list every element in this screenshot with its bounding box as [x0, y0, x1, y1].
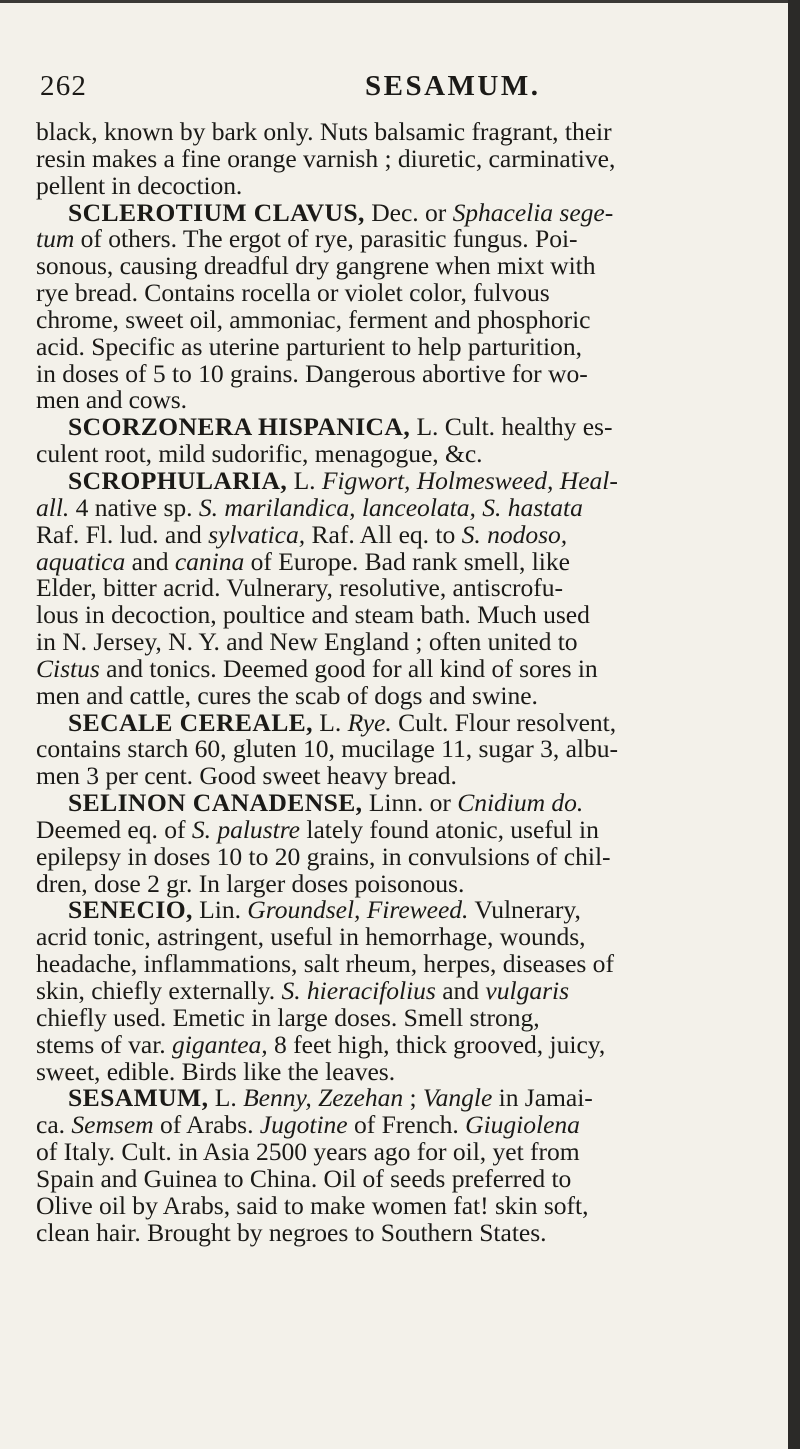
page-right-edge [788, 0, 800, 1449]
text-run: black, known by bark only. Nuts balsamic fragrant, their [36, 117, 612, 146]
text-run: Dec. or [364, 197, 453, 227]
text-run: and tonics. Deemed good for all kind of sores in [99, 653, 598, 683]
italic-term: Figwort, Holmesweed, Heal- [321, 465, 618, 495]
text-run: of Europe. Bad rank smell, like [244, 546, 570, 576]
text-line [36, 387, 776, 414]
entry-headword: SENECIO, [68, 895, 193, 925]
text-run: clean hair. Brought by negroes to Southern States. [36, 1217, 547, 1247]
text-line [36, 226, 776, 253]
text-run: Olive oil by Arabs, said to make women fat! skin soft, [36, 1190, 589, 1220]
italic-term: Cnidium do. [457, 788, 584, 818]
text-run: headache, inflammations, salt rheum, herpes, diseases of [36, 949, 614, 979]
text-line [36, 841, 776, 871]
text-line [36, 1190, 776, 1220]
text-line [36, 924, 776, 951]
text-line [36, 897, 776, 924]
italic-term: aquatica [36, 546, 126, 576]
text-line [36, 653, 776, 683]
running-head [40, 70, 700, 106]
italic-term: Groundsel, Fireweed. [247, 895, 469, 925]
text-line [36, 519, 776, 549]
text-run: Raf. All eq. to [305, 519, 462, 549]
text-run: 4 native sp. [69, 492, 199, 522]
running-headword: SESAMUM. [365, 70, 541, 102]
italic-term: S. hieracifolius [281, 976, 436, 1005]
text-run: dren, dose 2 gr. In larger doses poisonous. [36, 868, 465, 898]
text-line [36, 602, 776, 629]
italic-term: S. palustre [191, 814, 300, 844]
text-line [36, 1056, 776, 1086]
text-line [36, 280, 776, 307]
text-run: stems of var. [36, 1029, 172, 1059]
italic-term: S. nodoso, [461, 519, 568, 549]
italic-term: Jugotine [259, 1110, 348, 1140]
text-line [36, 575, 776, 602]
text-run: and [435, 976, 486, 1005]
text-line [36, 304, 776, 334]
text-run: of others. The ergot of rye, parasitic fungus. Poi- [74, 224, 578, 254]
text-run: ca. [36, 1110, 72, 1140]
text-run: resin makes a fine orange varnish ; diuretic, carminative, [36, 143, 616, 173]
text-run: Linn. or [362, 788, 458, 818]
text-run: men 3 per cent. Good sweet heavy bread. [36, 761, 457, 791]
text-line [36, 868, 776, 898]
text-line [36, 546, 776, 576]
text-run: L. [208, 1083, 244, 1113]
text-run: Elder, bitter acrid. Vulnerary, resolutive, antiscrofu- [36, 573, 564, 603]
text-line [36, 197, 776, 227]
text-run: Spain and Guinea to China. Oil of seeds preferred to [36, 1163, 572, 1193]
text-run: pellent in decoction. [36, 170, 243, 200]
text-line [36, 1163, 776, 1193]
text-line [36, 1002, 776, 1032]
text-run: of Italy. Cult. in Asia 2500 years ago for oil, yet from [36, 1137, 580, 1167]
italic-term: Benny, Zezehan [243, 1083, 404, 1113]
italic-term: Cistus [36, 653, 100, 683]
entry-headword: SCLEROTIUM CLAVUS, [68, 197, 365, 227]
text-line [36, 441, 776, 468]
text-run: epilepsy in doses 10 to 20 grains, in convulsions of chil- [36, 841, 611, 871]
text-line [36, 465, 776, 495]
italic-term: tum [36, 224, 75, 254]
text-line [36, 119, 776, 146]
dictionary-body [36, 119, 776, 1246]
text-run: Lin. [192, 895, 248, 925]
text-line [36, 143, 776, 173]
text-line [36, 707, 776, 737]
text-line [36, 629, 776, 656]
text-run: sonous, causing dreadful dry gangrene when mixt with [36, 251, 596, 281]
italic-term: S. marilandica, lanceolata, S. hastata [198, 492, 583, 522]
page-number: 262 [40, 70, 88, 102]
text-line [36, 492, 776, 522]
entry-headword: SESAMUM, [68, 1083, 209, 1113]
text-run: in doses of 5 to 10 grains. Dangerous abortive for wo- [36, 358, 588, 388]
text-line [36, 170, 776, 200]
italic-term: Vangle [422, 1083, 493, 1113]
text-run: L. Cult. healthy es- [410, 412, 613, 442]
text-line [36, 358, 776, 388]
text-run: men and cows. [36, 385, 187, 415]
text-line [36, 1139, 776, 1166]
text-run: contains starch 60, gluten 10, mucilage 11, sugar 3, albu- [36, 734, 619, 764]
text-line [36, 951, 776, 978]
text-run: in N. Jersey, N. Y. and New England ; often united to [36, 627, 578, 657]
text-run: Cult. Flour resolvent, [391, 707, 617, 737]
text-run: in Jamai- [492, 1083, 593, 1113]
text-line [36, 763, 776, 790]
page-top-edge [0, 0, 800, 3]
text-run: L. [287, 465, 322, 495]
text-line [36, 814, 776, 844]
italic-term: vulgaris [485, 976, 570, 1005]
text-run: culent root, mild sudorific, menagogue, &c. [36, 439, 483, 469]
italic-term: sylvatica, [208, 519, 306, 549]
text-run: lous in decoction, poultice and steam bath. Much used [36, 600, 590, 630]
italic-term: Sphacelia sege- [452, 197, 614, 227]
text-run: rye bread. Contains rocella or violet color, fulvous [36, 278, 550, 308]
italic-term: all. [36, 492, 70, 522]
text-line [36, 1112, 776, 1139]
text-run: men and cattle, cures the scab of dogs and swine. [36, 680, 538, 710]
text-line [36, 736, 776, 763]
text-run: chrome, sweet oil, ammoniac, ferment and phosphoric [36, 304, 591, 334]
text-run: chiefly used. Emetic in large doses. Smell strong, [36, 1002, 540, 1032]
text-line [36, 1029, 776, 1059]
italic-term: gigantea, [172, 1029, 268, 1059]
text-run: Vulnerary, [468, 895, 581, 925]
entry-headword: SELINON CANADENSE, [68, 788, 363, 818]
text-line [36, 790, 776, 817]
text-line [36, 414, 776, 441]
entry-headword: SCORZONERA HISPANICA, [68, 412, 411, 442]
text-run: of Arabs. [153, 1110, 260, 1140]
text-line [36, 1217, 776, 1247]
text-run: lately found atonic, useful in [300, 814, 599, 844]
text-line [36, 331, 776, 361]
text-line [36, 1085, 776, 1112]
text-run: and [125, 546, 175, 576]
text-run: of French. [347, 1110, 466, 1140]
italic-term: canina [174, 546, 245, 576]
text-run: ; [403, 1083, 423, 1113]
italic-term: Giugiolena [465, 1110, 580, 1140]
text-line [36, 978, 776, 1005]
text-line [36, 680, 776, 710]
text-run: 8 feet high, thick grooved, juicy, [267, 1029, 606, 1059]
text-run: skin, chiefly externally. [36, 976, 282, 1005]
text-run: Raf. Fl. lud. and [36, 519, 209, 549]
italic-term: Semsem [71, 1110, 154, 1140]
text-run: Deemed eq. of [36, 814, 192, 844]
entry-headword: SECALE CEREALE, [68, 707, 313, 737]
text-run: acrid tonic, astringent, useful in hemorrhage, wounds, [36, 922, 586, 952]
text-run: sweet, edible. Birds like the leaves. [36, 1056, 396, 1086]
text-line [36, 253, 776, 280]
entry-headword: SCROPHULARIA, [68, 465, 288, 495]
text-run: L. [312, 707, 348, 737]
italic-term: Rye. [347, 707, 392, 737]
text-run: acid. Specific as uterine parturient to help parturition, [36, 331, 582, 361]
